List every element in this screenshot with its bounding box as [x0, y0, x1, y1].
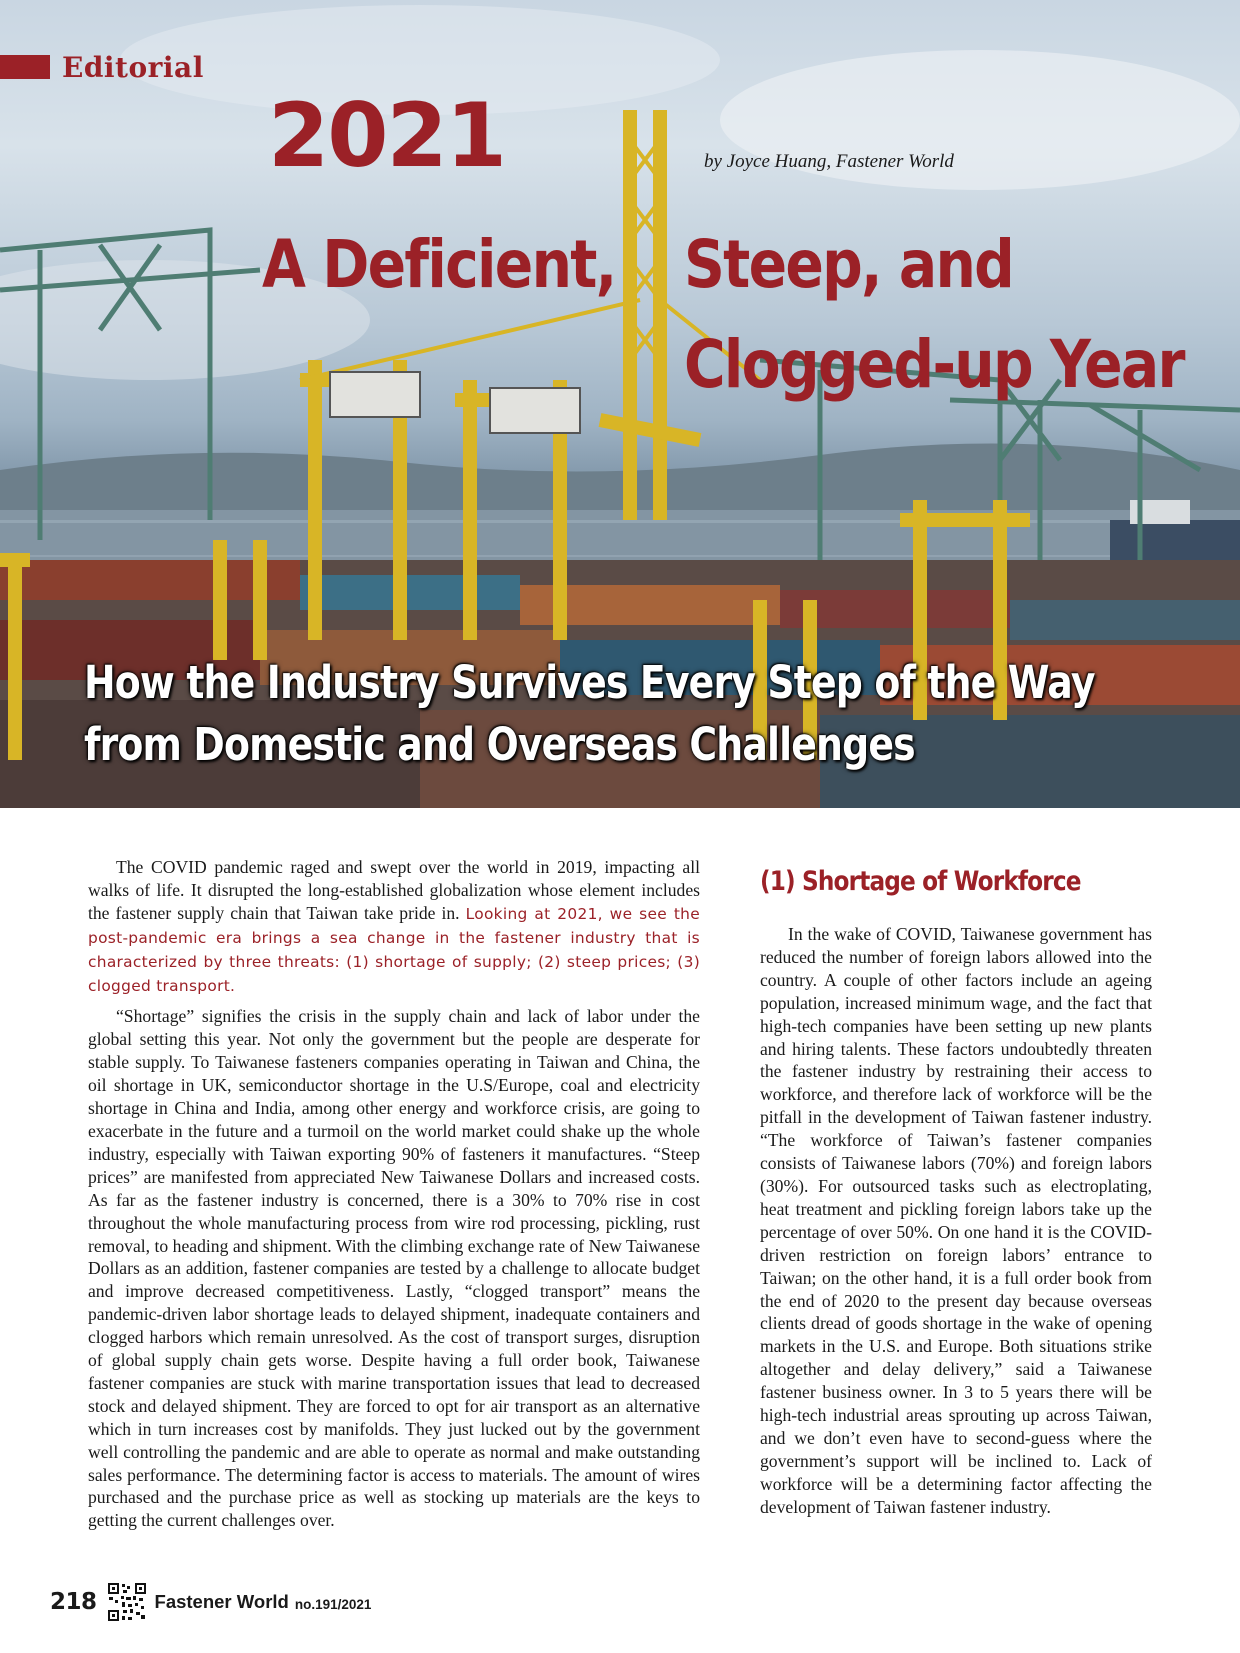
page-footer — [50, 1580, 371, 1624]
title-line-1: A Deficient, — [262, 226, 616, 303]
hero-image — [0, 0, 1240, 808]
section-tag — [0, 52, 204, 82]
qr-code-icon[interactable] — [107, 1582, 147, 1622]
section-heading-workforce: (1) Shortage of Workforce — [760, 866, 1081, 897]
magazine-name: Fastener World — [154, 1591, 289, 1612]
subtitle-line-1: How the Industry Survives Every Step of the Way — [84, 656, 1095, 709]
left-column — [88, 856, 700, 1532]
title-line-2: Steep, and — [684, 226, 1014, 303]
subtitle — [84, 652, 1095, 776]
intro-paragraph — [88, 856, 700, 997]
right-column — [760, 866, 1152, 1519]
intro-text: The COVID pandemic raged and swept over the world in 2019, impacting all walks of life. It disrupted the long-established globalization whose element includes the fastener supply chain that Taiwan take pride in. — [88, 857, 700, 923]
section-label: Editorial — [62, 50, 204, 84]
workforce-paragraph: In the wake of COVID, Taiwanese government has reduced the number of foreign labors allowed into the country. A couple of other factors include an ageing population, increased minimum wage, and the fact that high-tech companies have been setting up new plants and hiring talents. These factors undoubtedly threaten the fastener industry by restraining their access to workforce, and therefore lack of workforce will be the pitfall in the development of Taiwan fastener industry. “The workforce of Taiwan’s fastener companies consists of Taiwanese labors (70%) and foreign labors (30%). For outsourced tasks such as electroplating, heat treatment and pickling foreign labors take up the percentage of over 50%. On one hand it is the COVID-driven restriction on foreign labors’ entrance to Taiwan; on the other hand, it is a full order book from the end of 2020 to the present day because overseas clients dread of goods shortage in the wake of opening markets in the U.S. and Europe. Both situations strike altogether and delay delivery,” said a Taiwanese fastener business owner. In 3 to 5 years there will be high-tech industrial areas sprouting up across Taiwan, and we don’t even have to second-guess where the government’s support will be inclined to. Lack of workforce will be a determining factor affecting the development of Taiwan fastener industry. — [760, 924, 1152, 1517]
title-year: 2021 — [268, 84, 505, 187]
section-tag-bar — [0, 55, 50, 79]
subtitle-line-2: from Domestic and Overseas Challenges — [84, 718, 915, 771]
title-line-3: Clogged-up Year — [684, 326, 1184, 403]
shortage-paragraph: “Shortage” signifies the crisis in the supply chain and lack of labor under the global setting this year. Not only the government but the people are desperate for stable supply. To Taiwanese fasteners companies operating in Taiwan and China, the oil shortage in UK, semiconductor shortage in the U.S/Europe, coal and electricity shortage in China and India, among other energy and workforce crisis, are going to exacerbate in the future and a turmoil on the world market could shake up the whole industry, especially with Taiwan exporting 90% of fasteners it manufactures. “Steep prices” are manifested from appreciated New Taiwanese Dollars and increased costs. As far as the fastener industry is concerned, there is a 30% to 70% rise in cost throughout the whole manufacturing process from wire rod processing, pickling, rust removal, to heading and shipment. With the climbing exchange rate of New Taiwanese Dollars as an addition, fastener companies are tested by a challenge to allocate budget and improve decreased competitiveness. Lastly, “clogged transport” means the pandemic-driven labor shortage leads to delayed shipment, inadequate containers and clogged harbors which remain unresolved. As the cost of transport surges, disruption of global supply chain gets worse. Despite having a full order book, Taiwanese fastener companies are stuck with marine transportation issues that lead to decreased stock and delayed shipment. They are forced to opt for air transport as an alternative which in turn increases cost by manifolds. They just lucked out by the government well controlling the pandemic and are able to operate as normal and make outstanding sales performance. The determining factor is access to materials. The amount of wires purchased and the purchase price as well as stocking up materials are the keys to getting the current challenges over. — [88, 1006, 700, 1531]
page-number: 218 — [50, 1589, 97, 1615]
intro-highlight: Looking at 2021, we see the post-pandemic era brings a sea change in the fastener industry that is characterized by three threats: (1) shortage of supply; (2) steep prices; (3) clogged transport. — [88, 904, 701, 995]
byline: by Joyce Huang, Fastener World — [704, 151, 954, 172]
issue-number: no.191/2021 — [294, 1596, 372, 1612]
